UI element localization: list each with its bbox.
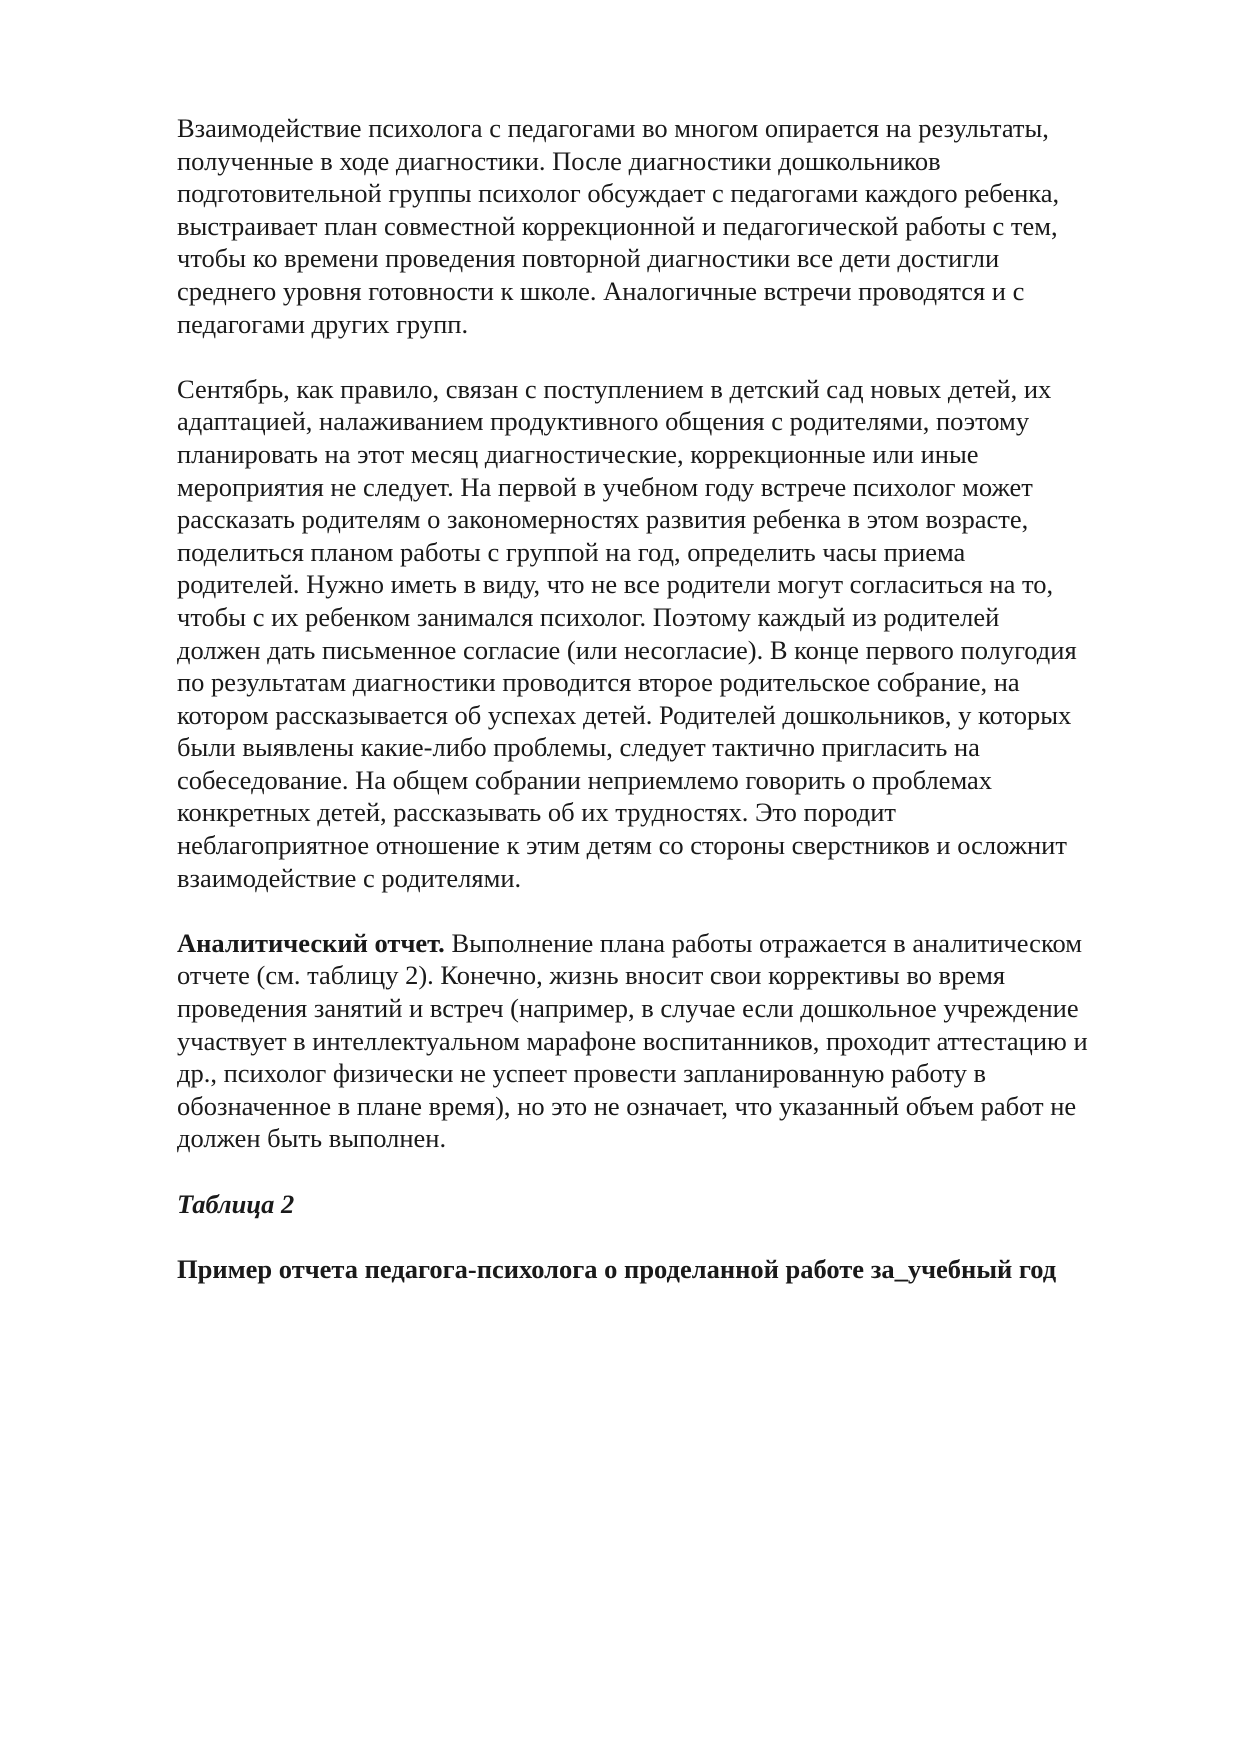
text-line: проведения занятий и встреч (например, в случае если дошкольное учреждение: [177, 993, 1079, 1024]
text-line: неблагоприятное отношение к этим детям со стороны сверстников и осложнит: [177, 830, 1067, 861]
text-line: Сентябрь, как правило, связан с поступлением в детский сад новых детей, их: [177, 373, 1052, 404]
text-line: отчете (см. таблицу 2). Конечно, жизнь вносит свои коррективы во время: [177, 960, 1006, 991]
text-line: по результатам диагностики проводится второе родительское собрание, на: [177, 667, 1020, 698]
paragraph-september: [177, 373, 1157, 895]
text-line: Взаимодействие психолога с педагогами во многом опирается на результаты,: [177, 113, 1049, 143]
report-lead-heading: Аналитический отчет.: [177, 927, 445, 958]
text-line: родителей. Нужно иметь в виду, что не все родители могут согласиться на то,: [177, 569, 1054, 600]
text-line: обозначенное в плане время), но это не означает, что указанный объем работ не: [177, 1090, 1077, 1121]
text-line: должен быть выполнен.: [177, 1123, 447, 1154]
text-line: конкретных детей, рассказывать об их трудностях. Это породит: [177, 797, 896, 828]
paragraph-interaction: [177, 112, 1157, 340]
text-line: чтобы с их ребенком занимался психолог. Поэтому каждый из родителей: [177, 601, 1000, 632]
text-line: мероприятия не следует. На первой в учебном году встрече психолог может: [177, 471, 1033, 502]
table-label: Таблица 2: [177, 1188, 295, 1219]
text-line: выстраивает план совместной коррекционной и педагогической работы с тем,: [177, 210, 1058, 241]
paragraph-analytical-report: [177, 927, 1157, 1155]
text-line: чтобы ко времени проведения повторной диагностики все дети достигли: [177, 243, 1000, 274]
document-body: [177, 112, 1157, 1285]
text-line: адаптацией, налаживанием продуктивного общения с родителями, поэтому: [177, 406, 1030, 437]
text-line: собеседование. На общем собрании неприемлемо говорить о проблемах: [177, 764, 993, 795]
text-line: полученные в ходе диагностики. После диагностики дошкольников: [177, 145, 941, 176]
text-line: педагогами других групп.: [177, 308, 469, 339]
text-line: участвует в интеллектуальном марафоне воспитанников, проходит аттестацию и: [177, 1025, 1088, 1056]
text-line: взаимодействие с родителями.: [177, 862, 522, 893]
text-line: подготовительной группы психолог обсуждает с педагогами каждого ребенка,: [177, 178, 1060, 209]
text-line: должен дать письменное согласие (или несогласие). В конце первого полугодия: [177, 634, 1077, 665]
text-line: др., психолог физически не успеет провести запланированную работу в: [177, 1058, 987, 1089]
text-line: среднего уровня готовности к школе. Аналогичные встречи проводятся и с: [177, 275, 1025, 306]
text-line: планировать на этот месяц диагностические, коррекционные или иные: [177, 438, 979, 469]
text-line: котором рассказывается об успехах детей. Родителей дошкольников, у которых: [177, 699, 1072, 730]
text-line: [177, 927, 1157, 960]
report-first-line-text: Выполнение плана работы отражается в аналитическом: [444, 927, 1082, 958]
text-line: рассказать родителям о закономерностях развития ребенка в этом возрасте,: [177, 504, 1029, 535]
text-line: были выявлены какие-либо проблемы, следует тактично пригласить на: [177, 732, 980, 763]
text-line: поделиться планом работы с группой на год, определить часы приема: [177, 536, 966, 567]
table-title: Пример отчета педагога-психолога о проделанной работе за_учебный год: [177, 1253, 1057, 1284]
